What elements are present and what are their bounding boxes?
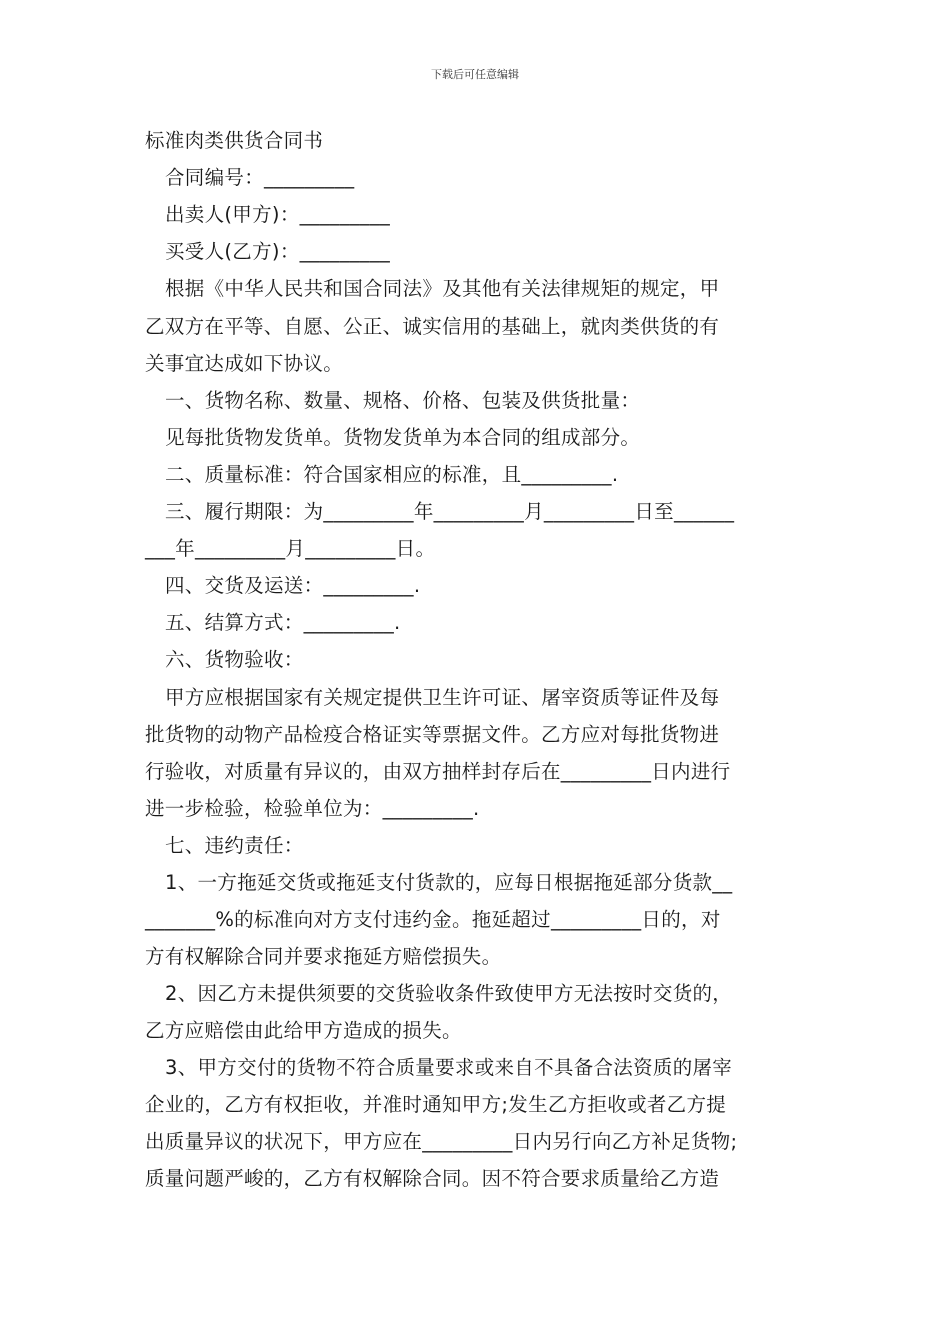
paragraph-line: ___年_________月_________日。 xyxy=(145,537,436,560)
paragraph-line: 关事宜达成如下协议。 xyxy=(145,352,344,375)
paragraph-line: 1、一方拖延交货或拖延支付货款的，应每日根据拖延部分货款__ xyxy=(165,871,733,894)
section-heading: 五、结算方式：_________. xyxy=(165,611,401,634)
section-heading: 四、交货及运送：_________. xyxy=(165,574,421,597)
paragraph-line: 企业的，乙方有权拒收，并准时通知甲方;发生乙方拒收或者乙方提 xyxy=(145,1093,727,1116)
paragraph-line: 甲方应根据国家有关规定提供卫生许可证、屠宰资质等证件及每 xyxy=(165,686,720,709)
paragraph-line: 方有权解除合同并要求拖延方赔偿损失。 xyxy=(145,945,502,968)
paragraph-line: 进一步检验，检验单位为：_________. xyxy=(145,797,480,820)
paragraph-line: 见每批货物发货单。货物发货单为本合同的组成部分。 xyxy=(165,426,641,449)
paragraph-line: 批货物的动物产品检疫合格证实等票据文件。乙方应对每批货物进 xyxy=(145,723,720,746)
contract-number-line: 合同编号：_________ xyxy=(165,166,355,189)
section-heading: 二、质量标准：符合国家相应的标准，且_________. xyxy=(165,463,619,486)
paragraph-line: 乙方应赔偿由此给甲方造成的损失。 xyxy=(145,1019,462,1042)
section-heading: 一、货物名称、数量、规格、价格、包装及供货批量： xyxy=(165,389,641,412)
page-header: 下载后可任意编辑 xyxy=(431,68,519,81)
paragraph-line: 3、甲方交付的货物不符合质量要求或来自不具备合法资质的屠宰 xyxy=(165,1056,733,1079)
section-heading: 七、违约责任： xyxy=(165,834,304,857)
paragraph-line: 根据《中华人民共和国合同法》及其他有关法律规矩的规定，甲 xyxy=(165,277,720,300)
document-title: 标准肉类供货合同书 xyxy=(145,129,324,152)
paragraph-line: _______%的标准向对方支付违约金。拖延超过_________日的，对 xyxy=(145,908,721,931)
section-heading: 三、履行期限：为_________年_________月_________日至______ xyxy=(165,500,735,523)
buyer-line: 买受人(乙方)：_________ xyxy=(165,240,391,263)
paragraph-line: 2、因乙方未提供须要的交货验收条件致使甲方无法按时交货的， xyxy=(165,982,733,1005)
paragraph-line: 乙双方在平等、自愿、公正、诚实信用的基础上，就肉类供货的有 xyxy=(145,315,720,338)
seller-line: 出卖人(甲方)：_________ xyxy=(165,203,391,226)
paragraph-line: 质量问题严峻的，乙方有权解除合同。因不符合要求质量给乙方造 xyxy=(145,1167,720,1190)
section-heading: 六、货物验收： xyxy=(165,648,304,671)
paragraph-line: 行验收，对质量有异议的，由双方抽样封存后在_________日内进行 xyxy=(145,760,731,783)
paragraph-line: 出质量异议的状况下，甲方应在_________日内另行向乙方补足货物; xyxy=(145,1130,738,1153)
